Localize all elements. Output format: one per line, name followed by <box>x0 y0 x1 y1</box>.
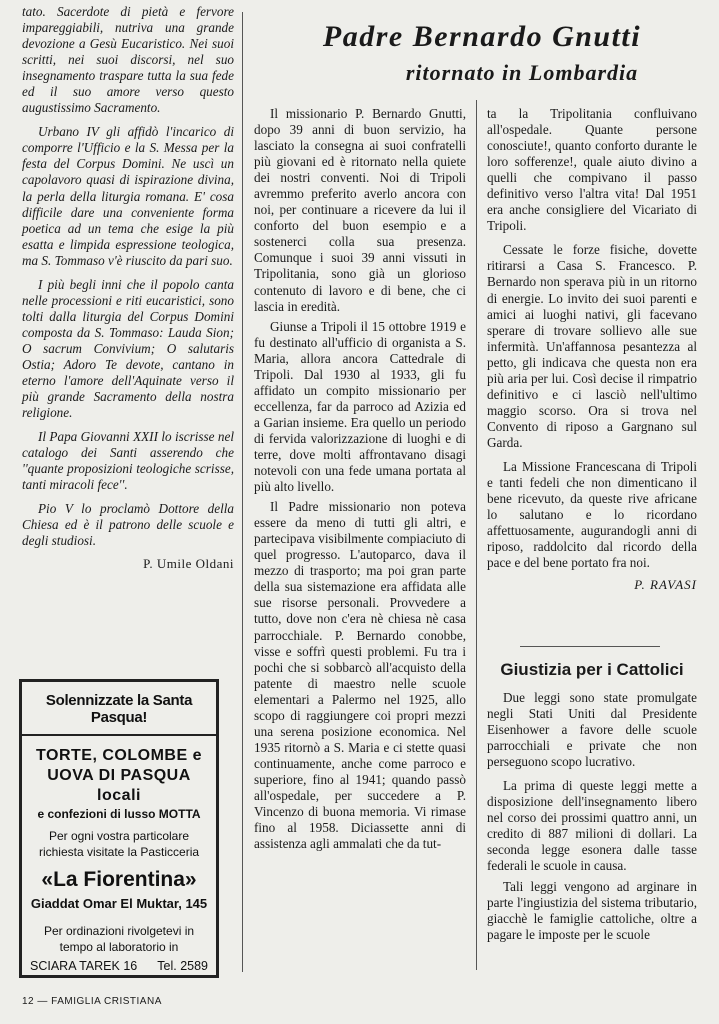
column-divider <box>242 12 243 972</box>
left-column <box>22 4 234 572</box>
section-divider <box>520 646 660 647</box>
advertisement <box>19 679 219 978</box>
street: SCIARA TAREK 16 <box>30 959 138 973</box>
paragraph: Il missionario P. Bernardo Gnutti, dopo 39 anni di buon servizio, ha lasciato la consegna ai suoi confratelli più giovani ed è ritornato nella quiete dei nostri conventi. Noi di Tripoli avremmo preferito averlo ancora con noi, per continuare a ricevere da lui il conforto del buon esempio e a sostenerci colla sua presenza. Comunque i suoi 39 anni vissuti in Tripolitania, sono già un glorioso contenuto di lavoro e di bene, che ci lascia in eredità. <box>254 106 466 314</box>
ad-line: TORTE, COLOMBE e <box>36 747 202 764</box>
giustizia-column <box>487 690 697 943</box>
article-title: Padre Bernardo Gnutti <box>322 20 642 53</box>
paragraph: tato. Sacerdote di pietà e fervore impareggiabili, nutriva una grande devozione a Gesù Eucaristico. Nei suoi scritti, nei suoi discorsi, nel suo insegnamento traspare tutta la sua fede ed il suo amore verso questo augustissimo Sacramento. <box>22 4 234 116</box>
paragraph: La prima di queste leggi mette a disposizione dell'insegnamento libero nel corso dei prossimi quattro anni, un credito di 887 milioni di dollari. La seconda legge esonera dalle tasse federali le scuole in causa. <box>487 778 697 874</box>
paragraph: Urbano IV gli affidò l'incarico di comporre l'Ufficio e la S. Messa per la festa del Corpus Domini. Ne uscì un capolavoro quasi di ispirazione divina, la perla della liturgia romana. E' cosa difficile dare una conveniente forma poetica ad un tema che esige la più esatta e limpida espressione teologica, ma S. Tommaso v'è riuscito da pari suo. <box>22 124 234 268</box>
paragraph: Cessate le forze fisiche, dovette ritirarsi a Casa S. Francesco. P. Bernardo non sperava più in un ritorno di energie. Lo invito dei suoi parenti e amici ai luoghi nativi, gli facevano sperare di trovare sollievo alle sue infermità. Un'affannosa pesantezza al petto, gli indicava che questa non era più aria per lui. Così decise il rimpatrio definitivo e ci lasciò nell'ultimo maggio scorso. Ora si trova nel Convento di riposo a Gargnano sul Garda. <box>487 242 697 450</box>
page-footer: 12 — FAMIGLIA CRISTIANA <box>22 996 162 1007</box>
section-heading: Giustizia per i Cattolici <box>500 660 684 679</box>
paragraph: La Missione Francescana di Tripoli e tanti fedeli che non dimenticano il bene ricevuto, da queste rive africane lo salutano e lo ricordano affettuosamente, augurandogli anni di riposo, raddolcito dal ricordo della pace e del bene portato fra noi. <box>487 458 697 571</box>
telephone: Tel. 2589 <box>157 959 208 973</box>
column-divider <box>476 100 477 970</box>
shop-address: Giaddat Omar El Muktar, 145 <box>30 896 208 911</box>
paragraph: I più begli inni che il popolo canta nelle processioni e riti eucaristici, sono tolti dalla liturgia del Corpus Domini composta da S. Tommaso: Lauda Sion; O sacrum Convivium; O salutaris Ostia; Adoro Te devote, cantano in eterno l'amore dell'Aquinate verso il più grande Sacramento della nostra religione. <box>22 276 234 421</box>
ad-contact <box>30 959 208 973</box>
paragraph: Pio V lo proclamò Dottore della Chiesa ed è il patrono delle scuole e degli studiosi. <box>22 501 234 549</box>
ad-line: Per ogni vostra particolare richiesta visitate la Pasticceria <box>38 829 200 859</box>
shop-name: «La Fiorentina» <box>41 868 197 891</box>
middle-column <box>254 106 466 852</box>
author-signature: P. RAVASI <box>634 577 697 593</box>
paragraph: Il Padre missionario non poteva essere da meno di tutti gli altri, e partecipava visibilmente compiaciuto di quel progresso. L'autoparco, dava il mezzo di trasporto; ma poi gran parte della sua sistemazione era affidata alle sue risorse personali. Provvedere a tutto, dove non c'era nè chiesa nè casa parrocchiale. P. Bernardo conobbe, visse e soffrì questi problemi. Fu tra i pochi che si sobbarcò all'acquisto della patente di maestro nelle scuole elementari a Palermo nel 1925, allo scopo di raggiungere coi propri mezzi una serena posizione economica. Nel 1935 ritornò a S. Maria e ci stette quasi continuamente, anche come parroco e superiore, fino al 1941; quando passò all'ospedale, per succedere a P. Vincenzo di buona memoria. Vi rimase fino al 1958. Diciassette anni di assistenza agli ammalati che da tut- <box>254 499 466 852</box>
ad-line: e confezioni di lusso MOTTA <box>37 807 201 821</box>
article-subtitle: ritornato in Lombardia <box>405 60 639 85</box>
paragraph: Tali leggi vengono ad arginare in parte l'ingiustizia del sistema tributario, giacchè le famiglie cattoliche, oltre a pagare le imposte per le scuole <box>487 878 697 942</box>
author-signature: P. Umile Oldani <box>143 555 234 571</box>
paragraph: Il Papa Giovanni XXII lo iscrisse nel catalogo dei Santi asserendo che ''quante proposizioni teologiche scrisse, tanti miracoli fece''. <box>22 429 234 493</box>
paragraph: ta la Tripolitania confluivano all'ospedale. Quante persone conosciute!, quanto conforto durante le loro sofferenze!, quale aiuto divino a quelli che compivano il passo definitivo verso l'altra vita! Dal 1951 era anche consigliere del Vicariato di Tripoli. <box>487 106 697 234</box>
ad-line: Per ordinazioni rivolgetevi in tempo al laboratorio in <box>43 924 195 954</box>
ad-line: UOVA DI PASQUA locali <box>47 767 191 804</box>
right-column <box>487 106 697 593</box>
paragraph: Giunse a Tripoli il 15 ottobre 1919 e fu destinato all'ufficio di organista a S. Maria, allora ancora Cattedrale di Tripoli. Dal 1930 al 1933, gli fu affidato un compito missionario per eccellenza, far da parroco ad Azizia ed a Garian insieme. Era quello un periodo di fervida valorizzazione di luoghi e di terre, dove molti affrontavano disagi notevoli con una fede umana portata al più alto livello. <box>254 318 466 495</box>
ad-heading: Solennizzate la Santa Pasqua! <box>22 692 216 736</box>
paragraph: Due leggi sono state promulgate negli Stati Uniti dal Presidente Eisenhower a favore delle scuole parrocchiali e private che non perseguono scopo lucrativo. <box>487 690 697 770</box>
